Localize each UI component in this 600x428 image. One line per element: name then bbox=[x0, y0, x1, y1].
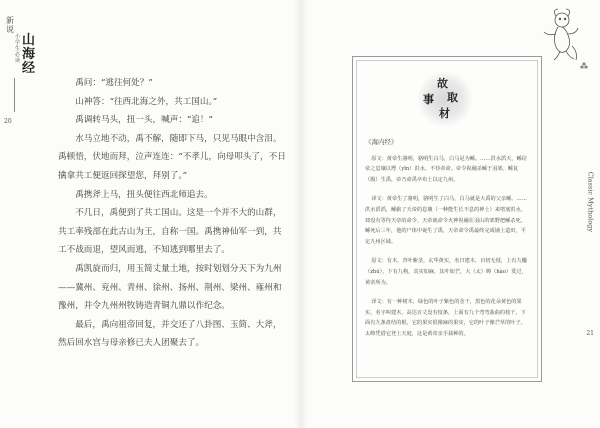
card-text-block: 原文：黄帝生骆明，骆明生白马，白马是为鲧。……洪水滔天，鲧窃帝之息壤以堙（yīn）洪水，不待帝命。帝令祝融杀鲧于羽郊。鲧复（腹）生禹，帝乃命禹卒布土以定九州。 bbox=[365, 155, 527, 183]
story-source-badge bbox=[417, 71, 473, 127]
story-paragraph: 水马立地不动，禹不解，随即下马，只见马眼中含泪。禹顿悟，伏地而拜，泣声连连：“不孝儿，向母叩头了，不日擒拿共工便返回探望您，拜别了。” bbox=[58, 133, 286, 181]
book-title: 山海经 bbox=[22, 33, 36, 76]
page-gutter-shadow bbox=[294, 0, 308, 428]
story-source-card bbox=[352, 56, 542, 382]
badge-char: 材 bbox=[439, 107, 450, 120]
left-page-header bbox=[6, 16, 46, 76]
story-paragraph: 禹调转马头，扭一头，喊声：“追！” bbox=[75, 115, 213, 126]
card-text-block: 译文：黄帝生了骆明，骆明生了白马，白马就是大禹的父亲鲧。……洪水滔滔，鲧偷了天帝的息壤（一种能生长不息的神土）来堵塞洪水，却没有等待天帝的命令。天帝就命令火神祝融在羽山的郊野把鲧杀死。鲧死后三年，他的尸体中诞生了禹，天帝命令禹最终完成铺土造田，平定九州区域。 bbox=[365, 196, 527, 245]
badge-char: 故 bbox=[437, 77, 448, 90]
badge-char: 事 bbox=[423, 93, 434, 106]
story-paragraph: 禹凯旋而归，用玉简丈量土地，按时划划分天下为九州——冀州、兖州、青州、徐州、扬州、荆州、梁州、雍州和豫州，并令九州州牧铸造青铜九鼎以作纪念。 bbox=[58, 263, 282, 312]
right-page-number: 21 bbox=[586, 330, 594, 337]
series-title: 新说 bbox=[6, 16, 15, 34]
story-paragraph: 禹问：“逃往何处？” bbox=[75, 78, 153, 88]
story-paragraph: 不几日，禹便到了共工国山。这是一个并不大的山群，共工率残部在此古山为王，自称一国。禹携神仙军一到，共工不战而退，望风而逃，不知逃到哪里去了。 bbox=[58, 208, 282, 256]
side-label: Classic Mythology bbox=[586, 171, 594, 232]
badge-char: 取 bbox=[447, 91, 458, 104]
decorative-glyph: ⁂ bbox=[580, 62, 588, 71]
left-page-number: 20 bbox=[4, 118, 12, 125]
card-text-block: 译文：有一种树木，绿色的叶子紫色的茎干，黑色的花朵黄色的果实，名字叫建木，高达百丈没有枝条，上面有九个弯弯曲曲的枝干，下面有九条盘结的根，它的果实很像麻的果实，它的叶子像芒草的叶子。太皞凭借它登上天庭，这是黄帝亲手栽种的。 bbox=[365, 299, 526, 337]
story-text bbox=[58, 74, 290, 353]
story-paragraph: 山神答：“往西北海之外，共工国山。” bbox=[75, 96, 218, 107]
monkey-spirit-illustration-icon bbox=[540, 8, 582, 64]
series-subtitle: 小学生必读 bbox=[15, 34, 22, 64]
header-divider bbox=[14, 78, 15, 112]
card-title: 《海内经》 bbox=[365, 138, 398, 146]
card-body bbox=[365, 137, 529, 349]
story-paragraph: 禹携斧上马，扭头便往西北师追去。 bbox=[75, 189, 213, 200]
card-text-block: 原文：有木，青叶紫茎，玄华黄实，名曰建木，百仞无枝，上有九欘（zhú），下有九枸，其实如麻，其叶如芒，大（太）皞（hào）爰过，黄帝所为。 bbox=[365, 258, 527, 286]
story-paragraph: 最后，禹向祖帝回复，并交还了八卦图、玉简、大斧，然后回水宫与母亲修已夫人团聚去了。 bbox=[58, 319, 282, 349]
